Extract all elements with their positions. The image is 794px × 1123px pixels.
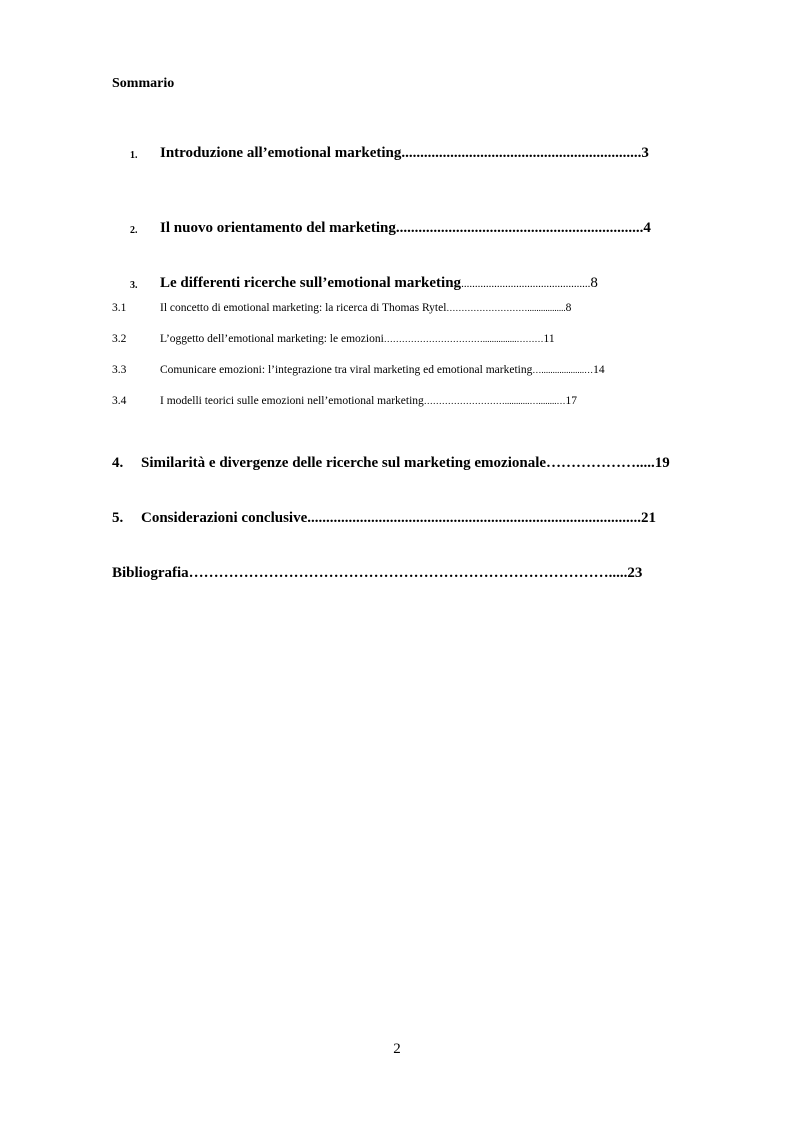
toc-entry-3-1[interactable]: [160, 302, 688, 314]
toc-entry-3-4-title: I modelli teorici sulle emozioni nell’emotional marketing: [160, 395, 424, 407]
toc-entry-3-3[interactable]: [160, 364, 697, 376]
toc-entry-bibliografia-leader: ………………………………………………………………………….....: [188, 565, 628, 581]
toc-entry-3-2-leader: ……………………………...............………: [383, 334, 544, 344]
toc-heading: Sommario: [112, 76, 175, 91]
toc-entry-3-1-number: 3.1: [112, 302, 127, 314]
toc-entry-3-1-page: 8: [565, 302, 572, 314]
toc-entry-3-2[interactable]: [160, 333, 695, 345]
toc-entry-3-page: 8: [590, 275, 598, 291]
toc-entry-2[interactable]: [160, 220, 690, 237]
toc-entry-5-title: Considerazioni conclusive: [141, 510, 308, 526]
toc-entry-2-title: Il nuovo orientamento del marketing: [160, 220, 396, 236]
toc-entry-1-title: Introduzione all’emotional marketing: [160, 145, 402, 161]
toc-entry-5-page: 21: [641, 510, 657, 526]
toc-entry-2-leader: ..................................................................: [395, 220, 644, 236]
toc-entry-3[interactable]: [160, 275, 692, 292]
toc-entry-3-3-number: 3.3: [112, 364, 127, 376]
toc-entry-5[interactable]: [141, 510, 695, 527]
toc-entry-4-title: Similarità e divergenze delle ricerche sul marketing emozionale: [141, 455, 547, 471]
toc-entry-5-leader: .........................................................................................: [307, 510, 642, 526]
toc-entry-3-4-number: 3.4: [112, 395, 127, 407]
toc-entry-4[interactable]: [141, 455, 695, 472]
toc-entry-2-page: 4: [643, 220, 651, 236]
toc-entry-3-leader: ...............................................: [461, 278, 591, 290]
toc-entry-5-number: 5.: [112, 510, 124, 526]
toc-entry-3-3-title: Comunicare emozioni: l’integrazione tra viral marketing ed emotional marketing: [160, 364, 533, 376]
toc-entry-1-leader: ................................................................: [401, 145, 642, 161]
toc-entry-4-page: 19: [654, 455, 670, 471]
toc-entry-bibliografia[interactable]: [112, 565, 695, 582]
toc-entry-3-3-page: 14: [593, 364, 605, 376]
toc-entry-1[interactable]: [160, 145, 688, 162]
toc-entry-3-2-title: L’oggetto dell’emotional marketing: le emozioni: [160, 333, 384, 345]
toc-entry-3-4[interactable]: [160, 395, 696, 407]
toc-entry-4-number: 4.: [112, 455, 124, 471]
page-number: 2: [393, 1041, 401, 1057]
toc-entry-4-leader: ……………….....: [546, 455, 655, 471]
toc-entry-3-4-leader: ………………………...........…........…: [423, 396, 566, 406]
toc-entry-3-title: Le differenti ricerche sull’emotional marketing: [160, 275, 462, 291]
toc-entry-3-1-leader: ……………………….................: [446, 303, 566, 313]
toc-entry-3-2-number: 3.2: [112, 333, 127, 345]
toc-entry-2-number: 2.: [130, 225, 138, 236]
toc-entry-1-page: 3: [641, 145, 649, 161]
toc-entry-3-number: 3.: [130, 280, 138, 291]
toc-entry-1-number: 1.: [130, 150, 138, 161]
toc-entry-bibliografia-page: 23: [627, 565, 643, 581]
toc-entry-3-1-title: Il concetto di emotional marketing: la ricerca di Thomas Rytel: [160, 302, 447, 314]
toc-entry-bibliografia-title: Bibliografia: [112, 565, 189, 581]
toc-entry-3-3-leader: …...................…: [532, 365, 594, 375]
toc-entry-3-4-page: 17: [565, 395, 578, 407]
toc-entry-3-2-page: 11: [543, 333, 555, 345]
